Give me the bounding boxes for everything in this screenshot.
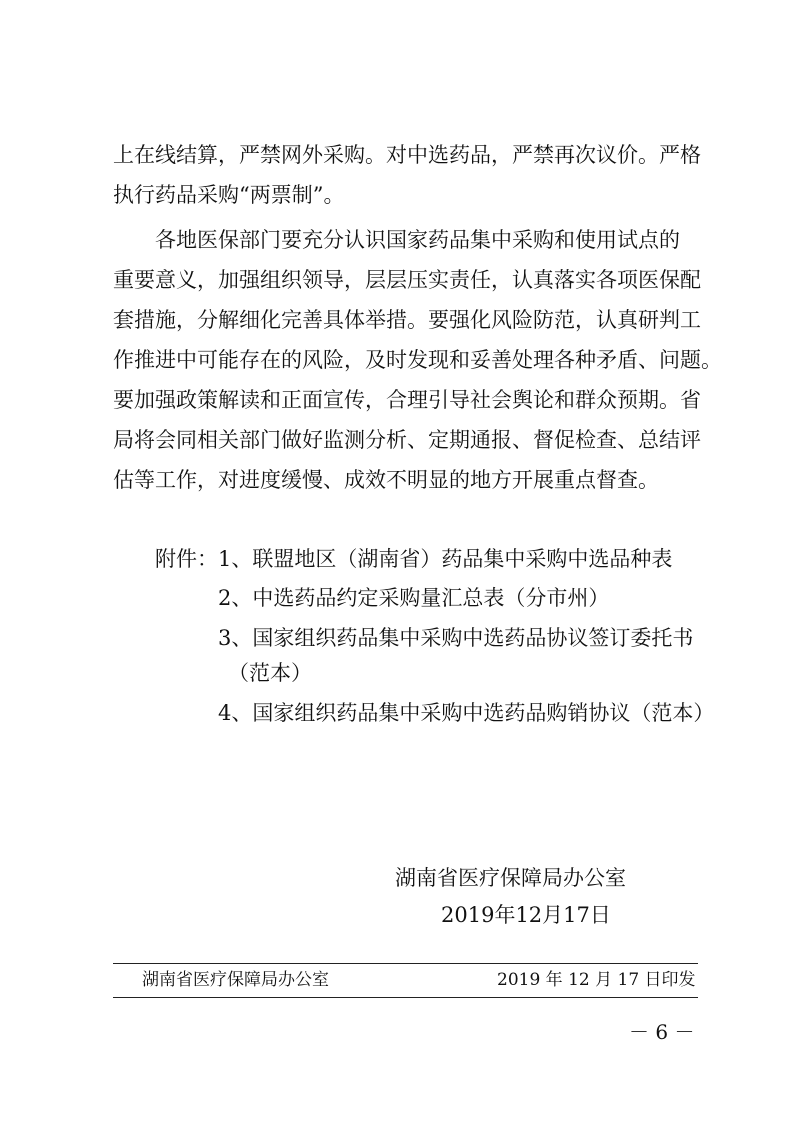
footer-issuer: 湖南省医疗保障局办公室 [142,970,329,990]
attachment-item: （范本） [228,661,312,685]
body-line: 套措施，分解细化完善具体举措。要强化风险防范，认真研判工 [113,308,701,332]
attachment-item: 2、中选药品约定采购量汇总表（分市州） [218,586,610,610]
footer-top-rule [113,963,698,964]
body-line: 作推进中可能存在的风险，及时发现和妥善处理各种矛盾、问题。 [113,348,722,372]
body-line: 执行药品采购“两票制”。 [113,183,345,207]
footer-bottom-rule [113,997,698,998]
attachment-item: 1、联盟地区（湖南省）药品集中采购中选品种表 [218,547,673,571]
body-line: 要加强政策解读和正面宣传，合理引导社会舆论和群众预期。省 [113,388,701,412]
signature-date: 2019年12月17日 [441,903,611,927]
page-number: － 6 － [629,1020,695,1044]
body-line: 上在线结算，严禁网外采购。对中选药品，严禁再次议价。严格 [113,143,701,167]
body-line: 重要意义，加强组织领导，层层压实责任，认真落实各项医保配 [113,268,701,292]
attachment-item: 4、国家组织药品集中采购中选药品购销协议（范本） [218,701,715,725]
signature-org: 湖南省医疗保障局办公室 [395,866,626,890]
footer-print-date: 2019 年 12 月 17 日印发 [497,970,696,990]
body-line: 各地医保部门要充分认识国家药品集中采购和使用试点的 [155,228,680,252]
attachments-label: 附件： [155,547,218,571]
attachment-item: 3、国家组织药品集中采购中选药品协议签订委托书 [218,626,694,650]
body-line: 局将会同相关部门做好监测分析、定期通报、督促检查、总结评 [113,428,701,452]
body-line: 估等工作，对进度缓慢、成效不明显的地方开展重点督查。 [113,468,659,492]
